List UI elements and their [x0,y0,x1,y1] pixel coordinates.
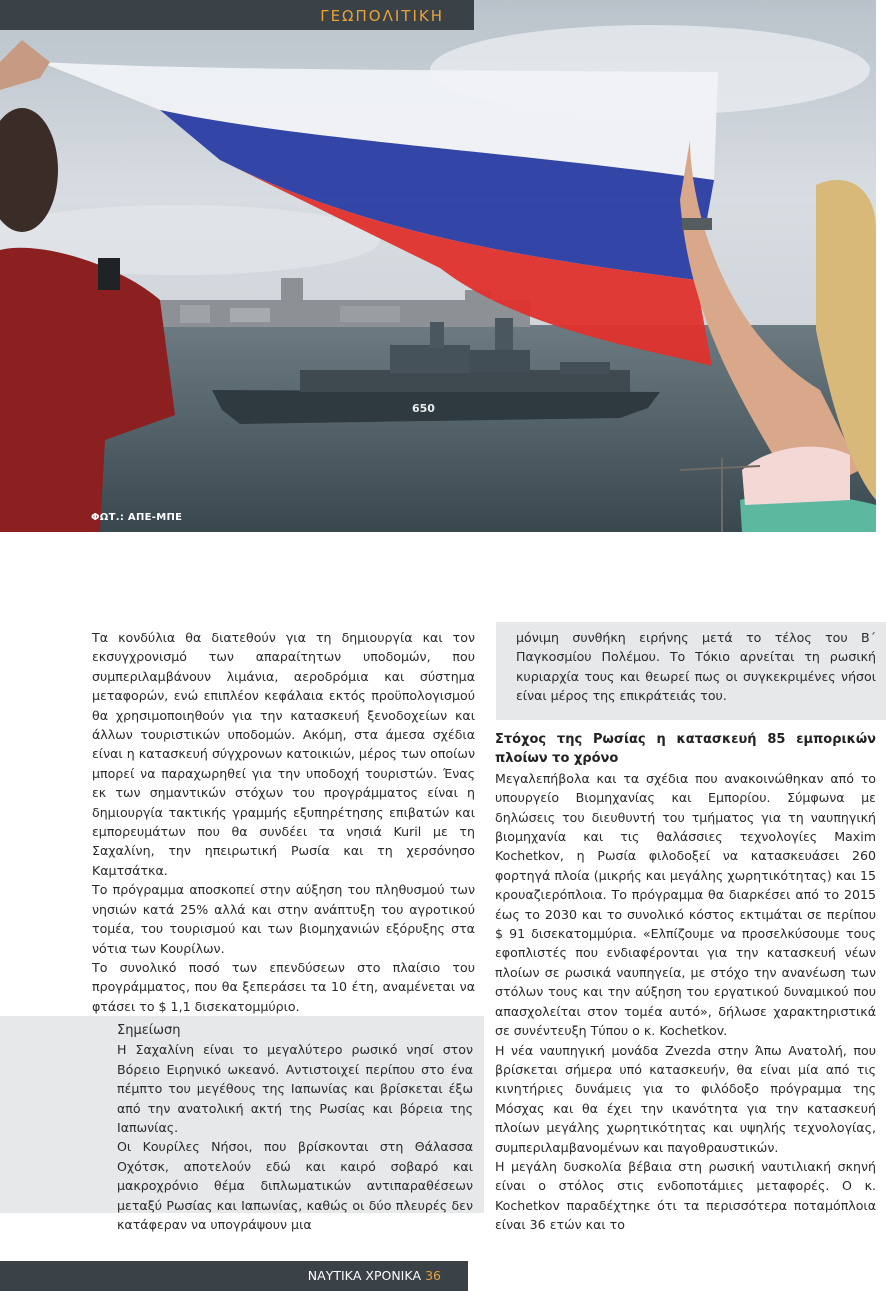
paragraph: Η νέα ναυπηγική μονάδα Zvezda στην Άπω Ανατολή, που βρίσκεται σήμερα υπό κατασκευήν, θα είναι μία από τις κινητήριες δυνάμεις για το φιλόδοξο πρόγραμμα της Μόσχας και θα έχει την ικανότητα για την κατασκευή πλοίων μεγάλης χωρητικότητας και υψηλής τεχνολογίας, συμπεριλαμβανομένων και παγοθραυστικών. [495,1042,876,1155]
paragraph: Το συνολικό ποσό των επενδύσεων στο πλαίσιο του προγράμματος, που θα ξεπεράσει τα 10 έτη, αναμένεται να φτάσει το $ 1,1 δισεκατομμύριο. [92,959,475,1014]
note-paragraph: Οι Κουρίλες Νήσοι, που βρίσκονται στη Θάλασσα Οχότσκ, αποτελούν εδώ και καιρό σοβαρό και μακροχρόνιο θέμα διπλωματικών αντιπαραθέσεων μεταξύ Ρωσίας και Ιαπωνίας, καθώς οι δύο πλευρές δεν κατάφεραν να υπογράψουν μια [117,1139,473,1233]
note-paragraph: Η Σαχαλίνη είναι το μεγαλύτερο ρωσικό νησί στον Βόρειο Ειρηνικό ωκεανό. Αντιστοιχεί περίπου στο ένα πέμπτο του μεγέθους της Ιαπωνίας και βρίσκεται έξω από την ανατολική ακτή της Ρωσίας και βόρεια της Ιαπωνίας. [117,1042,473,1136]
note-continued-text: μόνιμη συνθήκη ειρήνης μετά το τέλος του Β΄ Παγκοσμίου Πολέμου. Το Τόκιο αρνείται τη ρωσική κυριαρχία τους και θεωρεί πως οι συγκεκριμένες νήσοι είναι μέρος της επικράτειάς του. [516,630,876,704]
paragraph: Η μεγάλη δυσκολία βέβαια στη ρωσική ναυτιλιακή σκηνή είναι ο στόλος στις ενδοποτάμιες μεταφορές. Ο κ. Kochetkov παραδέχτηκε ότι τα περισσότερα ποταμόπλοια είναι 36 ετών και το [495,1158,876,1233]
section-title: ΓΕΩΠΟΛΙΤΙΚΗ [320,7,444,25]
photo-credit: ΦΩΤ.: ΑΠΕ-ΜΠΕ [91,512,183,523]
note-box-continued [496,622,886,720]
publication-name: ΝΑΥΤΙΚΑ ΧΡΟΝΙΚΑ [307,1268,422,1283]
paragraph: Μεγαλεπήβολα και τα σχέδια που ανακοινώθηκαν από το υπουργείο Βιομηχανίας και Εμπορίου. Σύμφωνα με δηλώσεις του διευθυντή του τμήματος για τη ναυπηγική βιομηχανία και τις θαλάσσιες τεχνολογίες Maxim Kochetkov, η Ρωσία φιλοδοξεί να κατασκευάσει 260 φορτηγά πλοία (μικρής και μεγάλης χωρητικότητας) και 15 κρουαζιερόπλοια. Το πρόγραμμα θα διαρκέσει από το 2015 έως το 2030 και το συνολικό κόστος εκτιμάται σε περίπου $ 91 δισεκατομμύρια. «Ελπίζουμε να προσελκύσουμε τους εφοπλιστές που ενδιαφέρονται για την κατασκευή νέων πλοίων σε ρωσικά ναυπηγεία, με στόχο την ανανέωση των στόλων τους και την αύξηση του εργατικού δυναμικού που απασχολείται στον τομέα αυτό», δήλωσε χαρακτηριστικά σε συνέντευξη Τύπου ο κ. Kochetkov. [495,770,876,1039]
photo-illustration [0,0,876,532]
ship-number: 650 [412,402,435,415]
left-column [92,628,475,1016]
paragraph: Το πρόγραμμα αποσκοπεί στην αύξηση του πληθυσμού των νησιών κατά 25% αλλά και στην ανάπτυξη του αγροτικού τομέα, του τουρισμού και των βιομηχανιών εξόρυξης στα νότια των Κουρίλων. [92,882,475,956]
subheading: Στόχος της Ρωσίας η κατασκευή 85 εμπορικών πλοίων το χρόνο [495,732,876,767]
cover-photo [0,0,876,532]
section-header [0,0,474,30]
note-title: Σημείωση [117,1023,181,1038]
right-column [495,730,876,1235]
page-number: 36 [425,1268,441,1283]
note-box [0,1016,484,1233]
paragraph: Τα κονδύλια θα διατεθούν για τη δημιουργία και τον εκσυγχρονισμό των απαραίτητων υποδομών, που συμπεριλαμβάνουν λιμάνια, αεροδρόμια και σύστημα μεταφορών, ενώ επιπλέον κεφάλαια εκτός προϋπολογισμού θα χρησιμοποιηθούν για την κατασκευή ξενοδοχείων και άλλων τουριστικών υποδομών. Ακόμη, στα άμεσα σχέδια είναι η κατασκευή σύγχρονων κατοικιών, μέρος των οποίων μπορεί να παραχωρηθεί για την υποδοχή τουριστών. Ένας εκ των σημαντικών στόχων του προγράμματος είναι η δημιουργία τακτικής γραμμής εξυπηρέτησης επιβατών και εμπορευμάτων που θα συνδέει τα νησιά Kuril με τη Σαχαλίνη, την ηπειρωτική Ρωσία και τη χερσόνησο Καμτσάτκα. [92,630,475,878]
page-footer [0,1261,468,1291]
